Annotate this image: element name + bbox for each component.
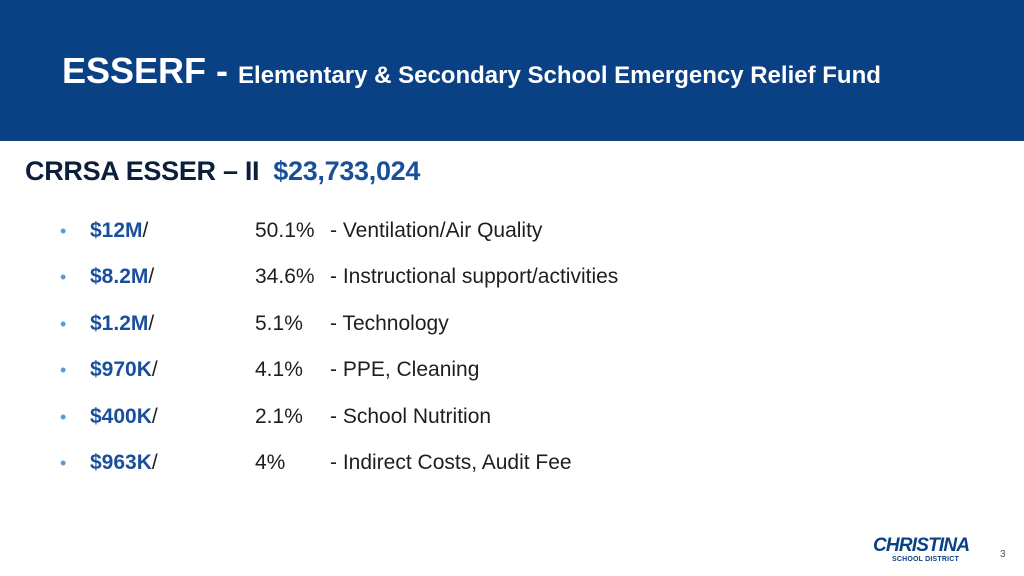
list-item <box>60 265 760 295</box>
bullet-icon: • <box>60 221 67 241</box>
list-item <box>60 405 760 435</box>
item-description: - Ventilation/Air Quality <box>330 219 543 242</box>
title-main: ESSERF - <box>62 50 239 91</box>
item-amount: $8.2M/ <box>90 265 155 288</box>
heading-total-amount: $23,733,024 <box>273 156 421 186</box>
slide-title <box>62 50 881 92</box>
section-heading <box>25 156 420 187</box>
item-percent: 5.1% <box>255 312 303 335</box>
bullet-icon: • <box>60 360 67 380</box>
title-subtitle: Elementary & Secondary School Emergency Relief Fund <box>238 62 881 89</box>
item-amount: $970K/ <box>90 358 158 381</box>
page-number: 3 <box>1000 549 1006 560</box>
list-item <box>60 312 760 342</box>
item-description: - Technology <box>330 312 449 335</box>
item-description: - Indirect Costs, Audit Fee <box>330 451 572 474</box>
item-percent: 2.1% <box>255 405 303 428</box>
list-item <box>60 219 760 249</box>
bullet-icon: • <box>60 314 67 334</box>
item-percent: 34.6% <box>255 265 315 288</box>
item-description: - Instructional support/activities <box>330 265 619 288</box>
item-amount: $963K/ <box>90 451 158 474</box>
item-amount: $1.2M/ <box>90 312 155 335</box>
item-percent: 4.1% <box>255 358 303 381</box>
bullet-icon: • <box>60 407 67 427</box>
item-amount: $400K/ <box>90 405 158 428</box>
item-description: - PPE, Cleaning <box>330 358 480 381</box>
district-logo <box>873 535 989 565</box>
item-percent: 50.1% <box>255 219 315 242</box>
logo-wordmark: CHRISTINA <box>873 535 970 556</box>
bullet-icon: • <box>60 267 67 287</box>
logo-subtext: SCHOOL DISTRICT <box>891 556 959 563</box>
list-item <box>60 451 760 481</box>
item-description: - School Nutrition <box>330 405 492 428</box>
title-banner <box>0 0 1024 141</box>
item-amount: $12M/ <box>90 219 149 242</box>
item-percent: 4% <box>255 451 286 474</box>
bullet-icon: • <box>60 453 67 473</box>
heading-label: CRRSA ESSER – II <box>25 156 260 186</box>
list-item <box>60 358 760 388</box>
